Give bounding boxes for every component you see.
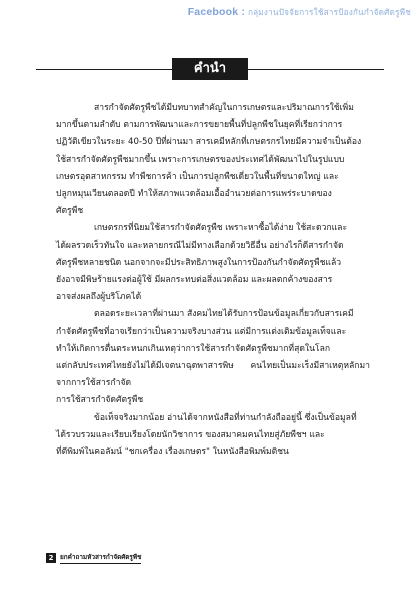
preface-line: ยังอาจมีพิษร้ายแรงต่อผู้ใช้ มีผลกระทบต่อสิ่งแวดล้อม และผลตกค้างของสาร: [56, 275, 333, 286]
preface-paragraph: [56, 100, 370, 220]
preface-line: อาจส่งผลถึงผู้บริโภคได้: [56, 292, 142, 303]
preface-line: ปลูกหมุนเวียนตลอดปี ทำให้สภาพแวดล้อมเอื้ออำนวยต่อการแพร่ระบาดของ: [56, 189, 332, 200]
preface-line: เกษตรกรที่นิยมใช้สารกำจัดศัตรูพืช เพราะหาซื้อได้ง่าย ใช้สะดวกและ: [94, 223, 348, 234]
facebook-group-name: กลุ่มงานปัจจัยการใช้สารป้องกันกำจัดศัตรูพืช: [247, 7, 411, 17]
page-title: คำนำ: [172, 58, 248, 80]
preface-line: ได้รวบรวมและเรียบเรียงโดยนักวิชาการ ของสมาคมคนไทยสู่ภัยพืชฯ และ: [56, 429, 325, 440]
facebook-watermark: [188, 6, 411, 19]
preface-line: ใช้สารกำจัดศัตรูพืชมากขึ้น เพราะการเกษตรของประเทศได้พัฒนาไปในรูปแบบ: [56, 154, 345, 165]
preface-line: แต่กลับประเทศไทยยังไม่ได้มีเจตนาฉุดพาสารพิษ คนไทยเป็นมะเร็งมีสาเหตุหลักมาจากการใช้สารกำจัด: [56, 361, 370, 389]
preface-line: ที่ตีพิมพ์ในคอลัมน์ "ชกเครื่อง เรื่องเกษตร" ในหนังสือพิมพ์มติชน: [56, 447, 289, 458]
preface-line: ปฏิวัติเขียวในระยะ 40-50 ปีที่ผ่านมา สารเคมีหลักที่เกษตรกรไทยมีความจำเป็นต้อง: [56, 137, 362, 148]
preface-line: ตลอดระยะเวลาที่ผ่านมา สังคมไทยได้รับการป้อนข้อมูลเกี่ยวกับสารเคมี: [94, 309, 354, 320]
page-number: 2: [46, 553, 56, 563]
preface-body: [56, 100, 370, 461]
preface-paragraph: [56, 410, 370, 462]
preface-line: ได้ผลรวดเร็วทันใจ และหลายกรณีไม่มีทางเลือกด้วยวิธีอื่น อย่างไรก็ดีสารกำจัด: [56, 240, 344, 251]
preface-paragraph: [56, 220, 370, 306]
preface-line: การใช้สารกำจัดศัตรูพืช: [56, 395, 144, 406]
preface-line: ศัตรูพืชหลายชนิด นอกจากจะมีประสิทธิภาพสูงในการป้องกันกำจัดศัตรูพืชแล้ว: [56, 257, 342, 268]
footer-book-title: ยกคำถามหัวสารกำจัดศัตรูพืช: [60, 552, 141, 564]
page-footer: [46, 553, 141, 563]
preface-paragraph: [56, 306, 370, 409]
preface-line: ทำให้เกิดการตื่นตระหนกเกินเหตุว่าการใช้สารกำจัดศัตรูพืชมากที่สุดในโลก: [56, 343, 331, 354]
facebook-brand-label: Facebook :: [187, 6, 246, 18]
preface-line: เกษตรอุตสาหกรรม ทำพืชการค้า เป็นการปลูกพืชเดี่ยวในพื้นที่ขนาดใหญ่ และ: [56, 171, 339, 182]
preface-line: มากขึ้นตามลำดับ ตามการพัฒนาและการขยายพื้นที่ปลูกพืชในยุคที่เรียกว่าการ: [56, 120, 343, 131]
preface-line: สารกำจัดศัตรูพืชได้มีบทบาทสำคัญในการเกษตรและปริมาณการใช้เพิ่ม: [94, 103, 354, 113]
title-banner: [0, 58, 420, 80]
preface-line: ข้อเท็จจริงมากน้อย อ่านได้จากหนังสือที่ท่านกำลังถืออยู่นี้ ซึ่งเป็นข้อมูลที่: [94, 412, 357, 423]
preface-line: กำจัดศัตรูพืชที่อาจเรียกว่าเป็นความจริงบางส่วน แต่มีการแต่งเติมข้อมูลเท็จและ: [56, 326, 347, 337]
preface-line: ศัตรูพืช: [56, 206, 84, 217]
